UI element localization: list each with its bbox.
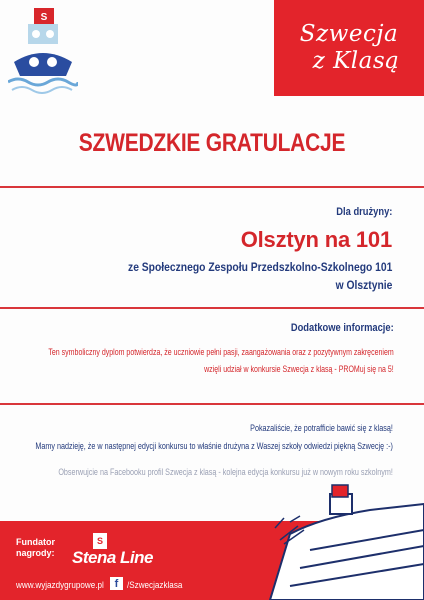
info-text-line1: Ten symboliczny dyplom potwierdza, że uczniowie pełni pasji, zaangażowania oraz z pozytywnym zakręceniem — [48, 347, 394, 357]
team-label: Dla drużyny: — [335, 206, 392, 218]
closing-section — [0, 419, 393, 481]
brand-title-line2: z Klasą — [312, 48, 400, 74]
school-line1: ze Społecznego Zespołu Przedszkolno-Szkolnego 101 — [127, 260, 392, 274]
sponsor-name: Stena Line — [72, 548, 153, 567]
school-line2: w Olsztynie — [335, 278, 392, 292]
brand-title-line1: Szwecja — [299, 21, 399, 47]
ferry-ship-illustration — [200, 480, 424, 600]
svg-text:S: S — [40, 12, 48, 23]
team-name: Olsztyn na 101 — [240, 227, 392, 252]
brand-box — [274, 0, 424, 96]
website-link[interactable]: www.wyjazdygrupowe.pl — [16, 580, 104, 590]
info-label: Dodatkowe informacje: — [291, 322, 394, 334]
facebook-link[interactable]: /Szwecjazklasa — [127, 580, 183, 590]
divider — [0, 403, 424, 405]
closing-line3: Obserwujcie na Facebooku profil Szwecja z klasą - kolejna edycja konkursu już w nowym roku szkolnym! — [58, 467, 393, 477]
divider — [0, 307, 424, 309]
team-section — [85, 206, 392, 294]
funder-line1: Fundator — [16, 537, 55, 547]
ship-mascot-illustration — [8, 4, 78, 94]
facebook-icon: f — [110, 577, 123, 590]
closing-line2: Mamy nadzieję, że w następnej edycji konkursu to właśnie drużyna z Waszej szkoły odwiedzi piękną Szwecję :-) — [35, 441, 393, 451]
funder-line2: nagrody: — [16, 548, 55, 558]
closing-line1: Pokazaliście, że potrafficie bawić się z klasą! — [250, 423, 393, 433]
stena-logo-icon: S — [93, 533, 107, 549]
funder-label — [16, 537, 55, 559]
info-text-line2: wzięli udział w konkursie Szwecja z klasą - PROMuj się na 5! — [204, 364, 394, 374]
info-section — [0, 322, 394, 378]
diploma-title: SZWEDZKIE GRATULACJE — [78, 129, 346, 157]
divider — [0, 186, 424, 188]
